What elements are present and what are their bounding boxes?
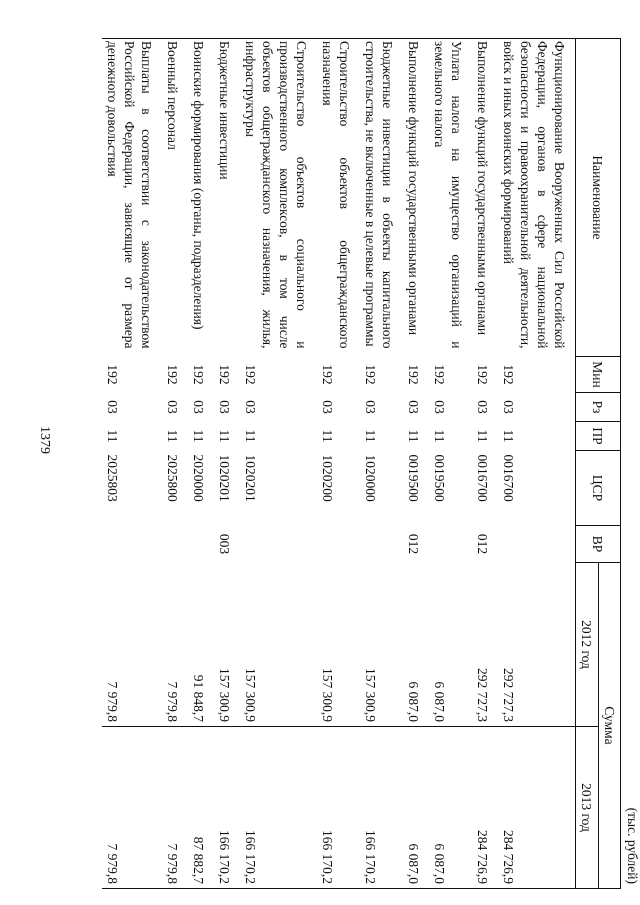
row-pr: 11 xyxy=(191,429,206,443)
table-row xyxy=(429,39,472,889)
row-rz: 03 xyxy=(105,400,120,414)
table-row xyxy=(162,39,188,889)
header-2012: 2012 год xyxy=(576,563,599,727)
row-pr: 11 xyxy=(105,429,120,443)
row-name: Бюджетные инвестиции xyxy=(214,39,240,357)
row-pr: 11 xyxy=(217,429,232,443)
row-sum-2013: 284 726,9 xyxy=(498,727,576,889)
row-name: Воинские формирования (органы, подразделения) xyxy=(188,39,214,357)
header-2013: 2013 год xyxy=(576,727,599,889)
row-name: Уплата налога на имущество организаций и земельного налога xyxy=(429,39,472,357)
row-sum-2012: 157 300,9 xyxy=(214,563,240,727)
row-pr: 11 xyxy=(501,429,516,443)
row-rz: 03 xyxy=(191,400,206,414)
row-csr: 1020200 xyxy=(320,454,335,502)
table-row xyxy=(403,39,429,889)
row-vr xyxy=(317,526,360,563)
table-row xyxy=(360,39,403,889)
row-pr: 11 xyxy=(432,429,447,443)
row-min: 192 xyxy=(363,364,378,385)
page-number: 1379 xyxy=(37,426,52,454)
row-rz: 03 xyxy=(363,400,378,414)
row-vr: 012 xyxy=(406,533,421,555)
header-name: Наименование xyxy=(576,39,621,357)
row-min: 192 xyxy=(105,364,120,385)
row-name: Выполнение функций государственными органами xyxy=(403,39,429,357)
row-sum-2013: 7 979,8 xyxy=(102,727,162,889)
header-rz: Рз xyxy=(576,393,621,422)
row-sum-2013: 6 087,0 xyxy=(429,727,472,889)
row-name: Выплаты в соответствии с законодательством Российской Федерации, зависящие от размера денежного довольствия xyxy=(102,39,162,357)
row-min: 192 xyxy=(191,364,206,385)
row-csr: 1020201 xyxy=(217,454,232,502)
row-pr: 11 xyxy=(363,429,378,443)
row-min: 192 xyxy=(475,364,490,385)
row-name: Строительство объектов общегражданского назначения xyxy=(317,39,360,357)
row-rz: 03 xyxy=(406,400,421,414)
row-sum-2012: 292 727,3 xyxy=(472,563,498,727)
row-csr: 2025803 xyxy=(105,454,120,502)
header-sum: Сумма xyxy=(599,563,621,889)
row-sum-2013: 166 170,2 xyxy=(317,727,360,889)
row-sum-2013: 7 979,8 xyxy=(162,727,188,889)
row-min: 192 xyxy=(320,364,335,385)
row-rz: 03 xyxy=(243,400,258,414)
row-min: 192 xyxy=(243,364,258,385)
table-row xyxy=(102,39,162,889)
header-vr: ВР xyxy=(576,526,621,563)
row-rz: 03 xyxy=(432,400,447,414)
row-min: 192 xyxy=(165,364,180,385)
table-row xyxy=(214,39,240,889)
row-sum-2013: 166 170,2 xyxy=(360,727,403,889)
row-sum-2013: 87 882,7 xyxy=(188,727,214,889)
row-sum-2013: 6 087,0 xyxy=(403,727,429,889)
row-csr: 2025800 xyxy=(165,454,180,502)
table-row xyxy=(317,39,360,889)
row-csr: 1020201 xyxy=(243,454,258,502)
row-pr: 11 xyxy=(165,429,180,443)
row-vr xyxy=(429,526,472,563)
row-pr: 11 xyxy=(475,429,490,443)
row-csr: 1020000 xyxy=(363,454,378,502)
row-vr: 012 xyxy=(475,533,490,555)
row-sum-2013: 166 170,2 xyxy=(214,727,240,889)
row-pr: 11 xyxy=(406,429,421,443)
row-name: Строительство объектов социального и производственного комплексов, в том числе объектов общегражданского назначения, жилья, инфраструктуры xyxy=(240,39,317,357)
row-csr: 0016700 xyxy=(475,454,490,502)
row-sum-2012: 157 300,9 xyxy=(240,563,317,727)
row-rz: 03 xyxy=(475,400,490,414)
row-vr xyxy=(162,526,188,563)
row-rz: 03 xyxy=(320,400,335,414)
row-min: 192 xyxy=(432,364,447,385)
row-vr xyxy=(188,526,214,563)
row-sum-2012: 292 727,3 xyxy=(498,563,576,727)
row-rz: 03 xyxy=(501,400,516,414)
row-sum-2012: 7 979,8 xyxy=(162,563,188,727)
row-sum-2012: 6 087,0 xyxy=(403,563,429,727)
row-min: 192 xyxy=(406,364,421,385)
row-vr xyxy=(360,526,403,563)
row-sum-2012: 6 087,0 xyxy=(429,563,472,727)
header-min: Мин xyxy=(576,357,621,393)
row-name: Военный персонал xyxy=(162,39,188,357)
row-rz: 03 xyxy=(217,400,232,414)
table-row xyxy=(472,39,498,889)
row-csr: 0019500 xyxy=(432,454,447,502)
row-pr: 11 xyxy=(320,429,335,443)
budget-table-sheet xyxy=(80,38,640,888)
table-row xyxy=(498,39,576,889)
units-note: (тыс. рублей) xyxy=(625,807,640,884)
row-sum-2013: 166 170,2 xyxy=(240,727,317,889)
row-name: Выполнение функций государственными органами xyxy=(472,39,498,357)
row-sum-2013: 284 726,9 xyxy=(472,727,498,889)
row-sum-2012: 157 300,9 xyxy=(360,563,403,727)
row-min: 192 xyxy=(501,364,516,385)
table-row xyxy=(240,39,317,889)
header-csr: ЦСР xyxy=(576,451,621,526)
header-pr: ПР xyxy=(576,422,621,451)
row-vr xyxy=(102,526,162,563)
row-sum-2012: 91 848,7 xyxy=(188,563,214,727)
row-pr: 11 xyxy=(243,429,258,443)
row-name: Бюджетные инвестиции в объекты капитального строительства, не включенные в целевые программы xyxy=(360,39,403,357)
budget-table xyxy=(102,38,621,889)
row-min: 192 xyxy=(217,364,232,385)
row-csr: 0016700 xyxy=(501,454,516,502)
row-csr: 0019500 xyxy=(406,454,421,502)
row-csr: 2020000 xyxy=(191,454,206,502)
row-name: Функционирование Вооруженных Сил Российской Федерации, органов в сфере национальной безопасности и правоохранительной деятельности, войск и иных воинских формирований xyxy=(498,39,576,357)
row-vr xyxy=(498,526,576,563)
row-sum-2012: 157 300,9 xyxy=(317,563,360,727)
row-vr xyxy=(240,526,317,563)
row-vr: 003 xyxy=(217,533,232,555)
row-rz: 03 xyxy=(165,400,180,414)
row-sum-2012: 7 979,8 xyxy=(102,563,162,727)
table-row xyxy=(188,39,214,889)
